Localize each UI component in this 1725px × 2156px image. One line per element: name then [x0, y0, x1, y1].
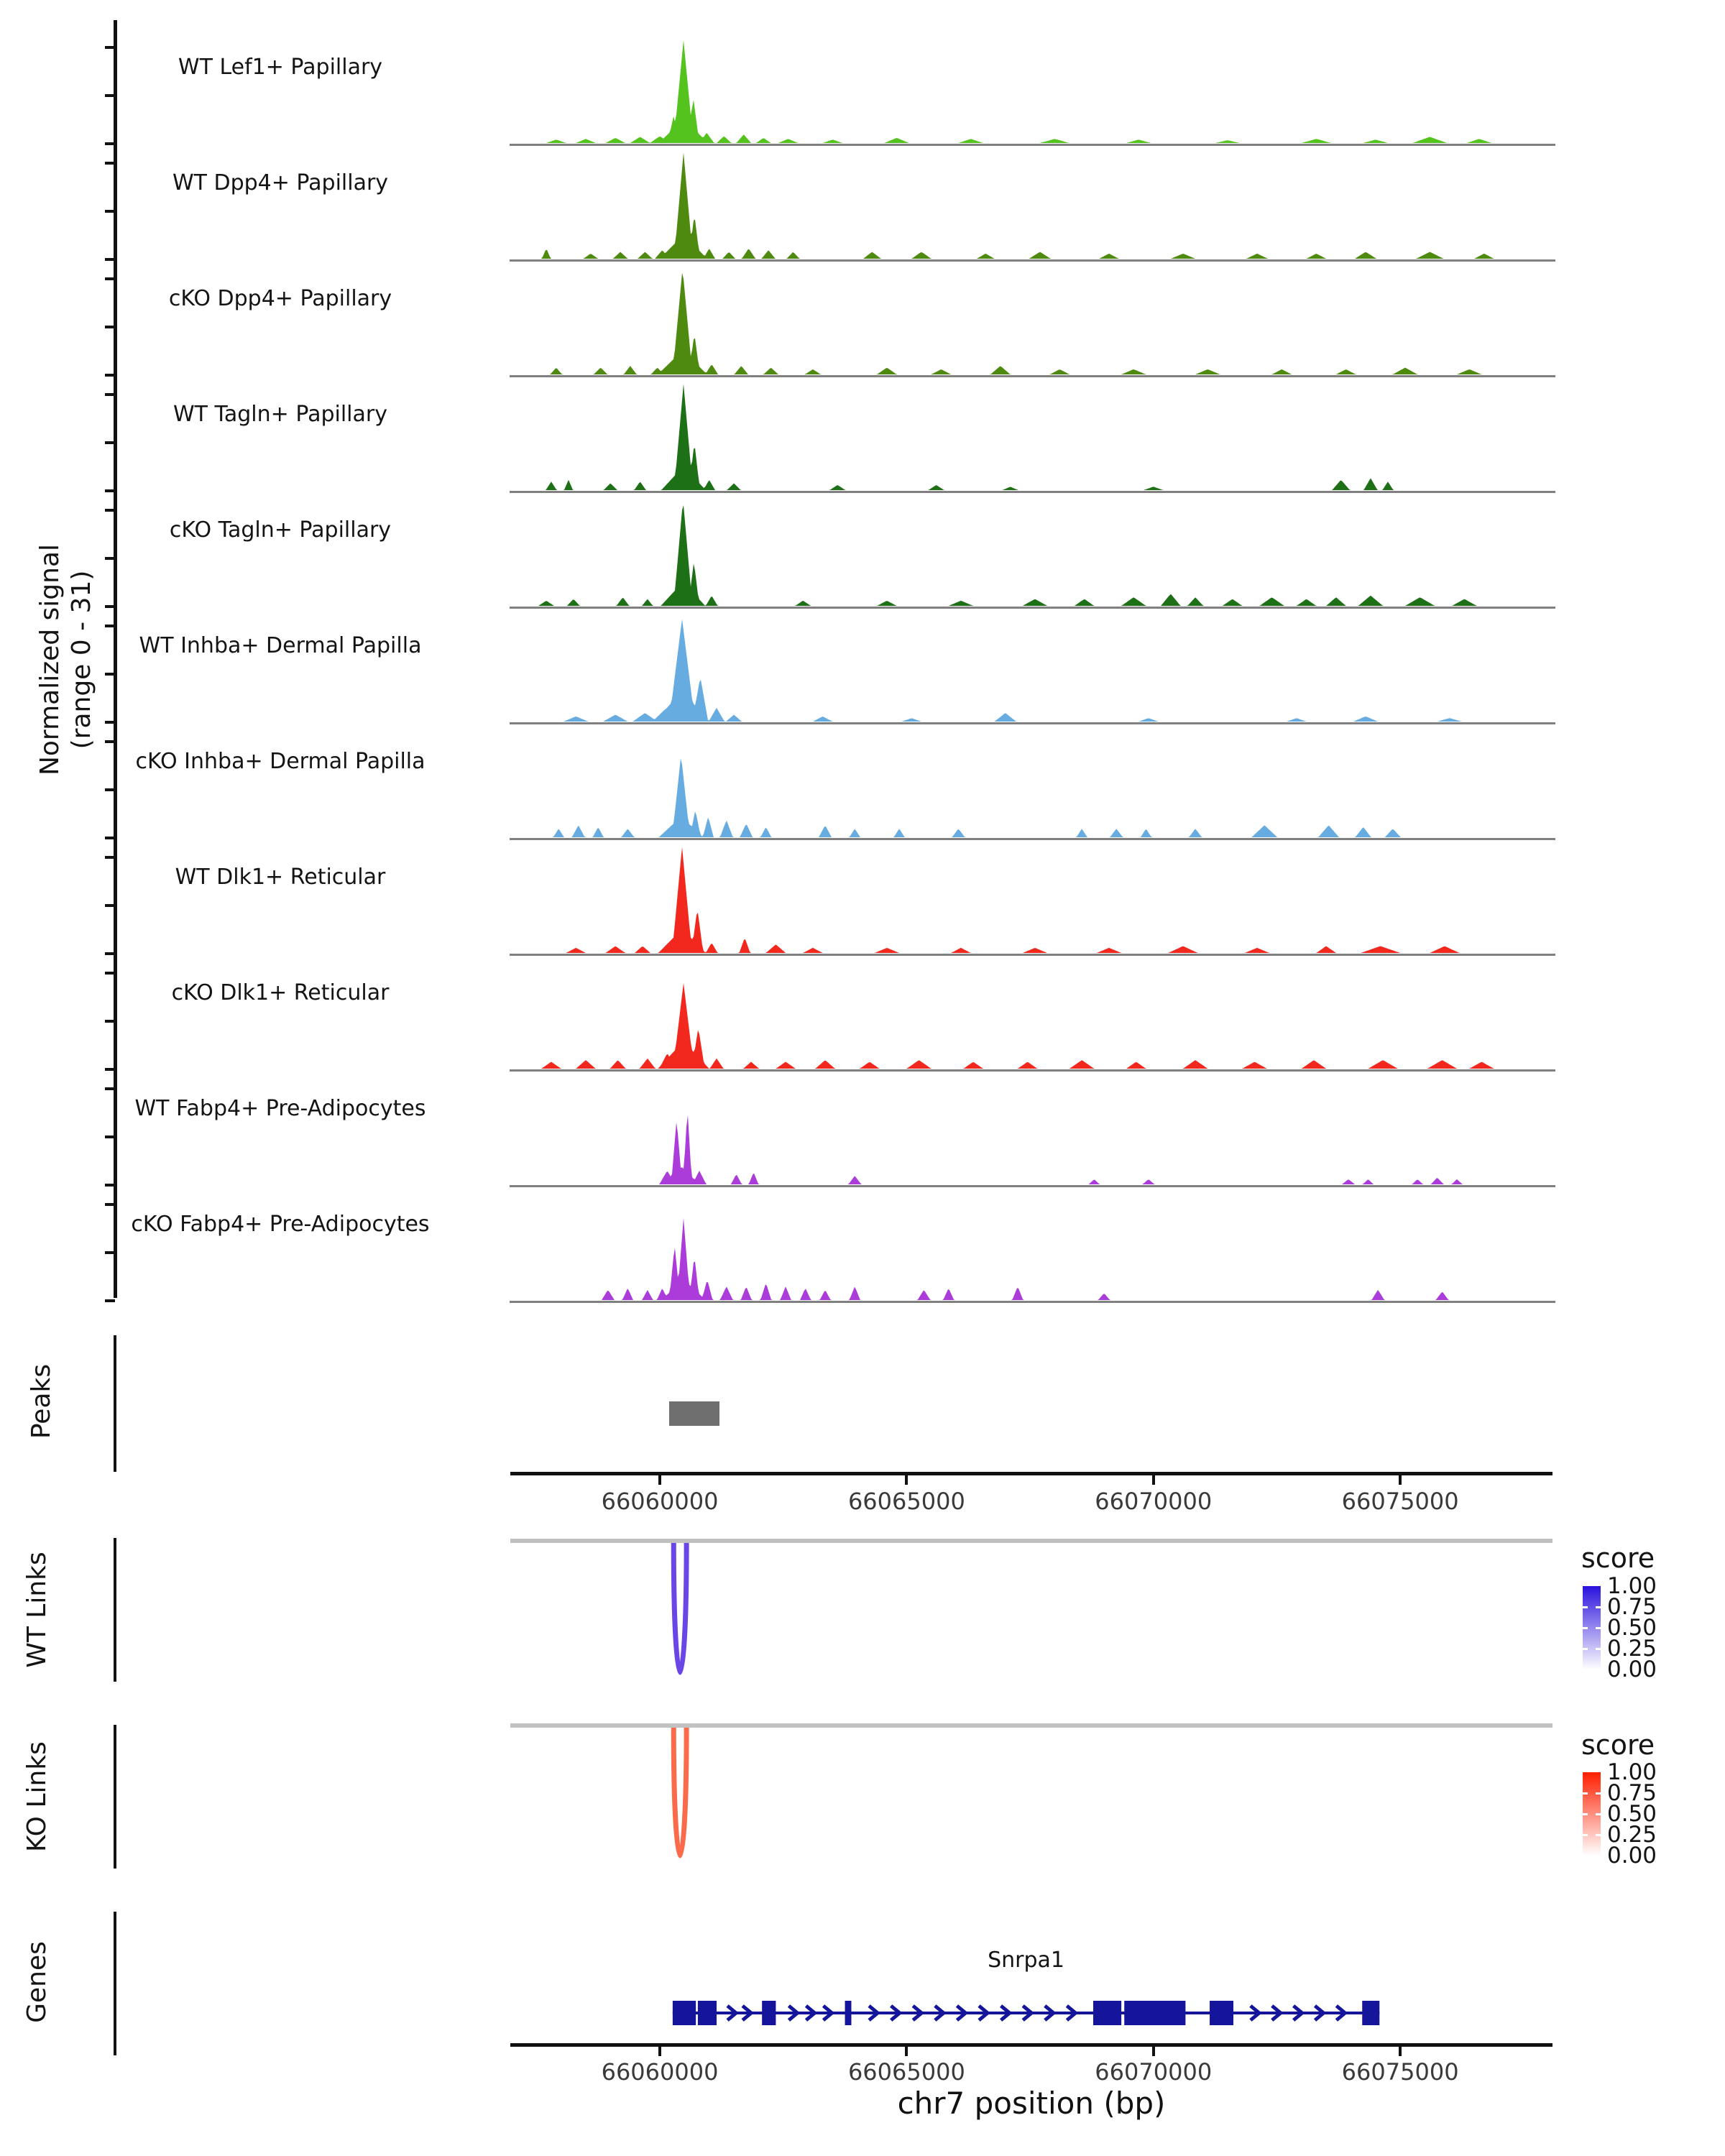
track-baseline — [510, 607, 1555, 609]
score-legend-tick-label: 0.00 — [1607, 1657, 1657, 1682]
genes-section-label: Genes — [22, 1941, 52, 2023]
y-axis-tick — [105, 788, 115, 791]
score-legend-bar-tick — [1596, 1627, 1601, 1629]
y-axis-tick — [105, 673, 115, 676]
signal-area — [510, 40, 1555, 143]
y-axis-label-line2: (range 0 - 31) — [67, 570, 96, 750]
y-axis-tick — [105, 326, 115, 328]
score-legend-bar-tick — [1583, 1813, 1588, 1815]
score-legend-tick-label: 0.00 — [1607, 1843, 1657, 1869]
ko-links-section-label: KO Links — [22, 1741, 52, 1852]
ko-score-legend-title: score — [1581, 1729, 1655, 1761]
x-axis-tick — [658, 1475, 661, 1485]
peaks-section-label: Peaks — [27, 1363, 56, 1439]
gene-exon-box — [1093, 2001, 1121, 2025]
track-label: cKO Tagln+ Papillary — [169, 517, 392, 543]
y-axis-tick — [105, 94, 115, 97]
y-axis-tick — [105, 489, 115, 492]
signal-area — [510, 759, 1555, 838]
track-baseline — [510, 259, 1555, 262]
x-axis-tick-label: 66070000 — [1095, 2058, 1213, 2086]
genes-bracket-line — [114, 1912, 116, 2055]
signal-area — [510, 273, 1555, 374]
signal-track-10 — [510, 1076, 1555, 1185]
y-axis-tick — [105, 721, 115, 724]
score-legend-bar-tick — [1583, 1834, 1588, 1836]
score-legend-tick-label: 1.00 — [1607, 1573, 1657, 1599]
track-baseline — [510, 722, 1555, 724]
track-label: WT Lef1+ Papillary — [178, 55, 383, 80]
score-legend-tick-label: 0.50 — [1607, 1801, 1657, 1827]
score-legend-tick-label: 0.75 — [1607, 1594, 1657, 1620]
track-label: cKO Dpp4+ Papillary — [168, 286, 392, 311]
y-axis-tick — [105, 441, 115, 444]
x-axis-title: chr7 position (bp) — [897, 2086, 1166, 2121]
signal-area — [510, 847, 1555, 953]
gene-exon-box — [762, 2001, 776, 2025]
x-axis-tick-label: 66075000 — [1341, 1488, 1459, 1515]
ko-link-loop — [510, 1728, 1555, 1864]
gene-exon-box — [1362, 2001, 1379, 2025]
ko-links-bracket-line — [114, 1725, 116, 1869]
track-label: WT Dlk1+ Reticular — [175, 865, 386, 890]
y-axis-tick — [105, 393, 115, 396]
track-label: cKO Dlk1+ Reticular — [171, 980, 390, 1005]
signal-track-2 — [510, 150, 1555, 259]
gene-name-label: Snrpa1 — [988, 1948, 1065, 1973]
score-legend-bar-tick — [1596, 1648, 1601, 1650]
x-axis-tick — [1399, 2047, 1402, 2056]
signal-area — [510, 619, 1555, 722]
score-legend-tick-label: 0.25 — [1607, 1636, 1657, 1662]
score-legend-bar-tick — [1583, 1627, 1588, 1629]
y-axis-tick — [105, 162, 115, 165]
y-axis-tick — [105, 374, 115, 377]
gene-body-glyph — [510, 2001, 1555, 2027]
y-axis-tick — [105, 509, 115, 512]
x-axis-tick-label: 66060000 — [601, 1488, 719, 1515]
y-axis-tick — [105, 258, 115, 261]
x-axis-tick — [1152, 1475, 1155, 1485]
y-axis-tick — [105, 1068, 115, 1071]
x-axis-tick-label: 66075000 — [1341, 2058, 1459, 2086]
x-axis-tick — [1399, 1475, 1402, 1485]
y-axis-tick — [105, 1020, 115, 1023]
y-axis-tick — [105, 952, 115, 955]
signal-area — [510, 505, 1555, 606]
x-axis-tick — [905, 1475, 908, 1485]
track-label: cKO Inhba+ Dermal Papilla — [135, 749, 426, 774]
y-axis-label — [34, 544, 98, 775]
score-legend-tick-label: 1.00 — [1607, 1759, 1657, 1785]
signal-area — [510, 1115, 1555, 1184]
score-legend-bar-tick — [1596, 1834, 1601, 1836]
link-loop-path — [673, 1728, 686, 1856]
signal-area — [510, 384, 1555, 490]
score-legend-bar-tick — [1596, 1813, 1601, 1815]
wt-link-loop — [510, 1543, 1555, 1681]
x-axis-tick — [658, 2047, 661, 2056]
track-label: cKO Fabp4+ Pre-Adipocytes — [131, 1212, 430, 1237]
track-baseline — [510, 375, 1555, 377]
gene-exon-box — [673, 2001, 696, 2025]
track-baseline — [510, 838, 1555, 840]
genes-x-axis-line — [510, 2043, 1552, 2047]
track-label: WT Tagln+ Papillary — [173, 402, 387, 427]
signal-track-9 — [510, 960, 1555, 1069]
y-axis-label-line1: Normalized signal — [35, 543, 65, 776]
y-axis-tick — [105, 142, 115, 145]
signal-track-4 — [510, 382, 1555, 491]
signal-track-6 — [510, 613, 1555, 722]
peaks-x-axis-line — [510, 1472, 1552, 1475]
x-axis-tick — [905, 2047, 908, 2056]
x-axis-tick-label: 66065000 — [847, 2058, 965, 2086]
score-legend-bar-tick — [1596, 1606, 1601, 1608]
y-axis-tick — [105, 1184, 115, 1187]
gene-exon-box — [1124, 2001, 1185, 2025]
signal-area — [510, 983, 1555, 1069]
wt-links-bracket-line — [114, 1538, 116, 1682]
score-legend-bar-tick — [1583, 1792, 1588, 1795]
y-axis-tick — [105, 605, 115, 608]
signal-track-5 — [510, 497, 1555, 607]
signal-track-3 — [510, 266, 1555, 375]
track-baseline — [510, 144, 1555, 146]
score-legend-tick-label: 0.75 — [1607, 1780, 1657, 1806]
peak-interval-rect — [669, 1401, 719, 1426]
y-axis-tick — [105, 1251, 115, 1254]
track-baseline — [510, 954, 1555, 956]
gene-exon-box — [698, 2001, 717, 2025]
score-legend-bar-tick — [1583, 1606, 1588, 1608]
track-label: WT Fabp4+ Pre-Adipocytes — [134, 1096, 426, 1121]
y-axis-tick — [105, 740, 115, 743]
y-axis-tick — [105, 1299, 115, 1302]
y-axis-tick — [105, 46, 115, 49]
signal-area — [510, 152, 1555, 259]
x-axis-tick-label: 66065000 — [847, 1488, 965, 1515]
x-axis-tick-label: 66060000 — [601, 2058, 719, 2086]
track-baseline — [510, 1185, 1555, 1187]
y-axis-tick — [105, 1135, 115, 1138]
signal-track-7 — [510, 729, 1555, 838]
score-legend-tick-label: 0.50 — [1607, 1615, 1657, 1641]
y-axis-tick — [105, 1087, 115, 1090]
x-axis-tick-label: 66070000 — [1095, 1488, 1213, 1515]
track-baseline — [510, 1301, 1555, 1303]
track-baseline — [510, 491, 1555, 493]
signal-track-8 — [510, 844, 1555, 954]
link-loop-path — [673, 1543, 686, 1672]
gene-exon-box — [845, 2001, 852, 2025]
wt-links-section-label: WT Links — [22, 1552, 52, 1668]
y-axis-tick — [105, 972, 115, 975]
score-legend-bar-tick — [1596, 1792, 1601, 1795]
track-baseline — [510, 1069, 1555, 1072]
y-axis-tick — [105, 557, 115, 560]
peaks-bracket-line — [114, 1335, 116, 1472]
track-label: WT Inhba+ Dermal Papilla — [139, 633, 422, 658]
signal-track-1 — [510, 34, 1555, 144]
track-label: WT Dpp4+ Papillary — [172, 170, 389, 195]
y-axis-tick — [105, 837, 115, 839]
signal-track-11 — [510, 1192, 1555, 1301]
score-legend-bar-tick — [1583, 1648, 1588, 1650]
score-legend-tick-label: 0.25 — [1607, 1822, 1657, 1848]
wt-score-legend-title: score — [1581, 1542, 1655, 1574]
y-axis-tick — [105, 1203, 115, 1206]
y-axis-tick — [105, 904, 115, 907]
gene-exon-box — [1210, 2001, 1233, 2025]
x-axis-tick — [1152, 2047, 1155, 2056]
y-axis-tick — [105, 277, 115, 280]
y-axis-tick — [105, 856, 115, 859]
signal-area — [510, 1218, 1555, 1300]
y-axis-tick — [105, 210, 115, 213]
y-axis-tick — [105, 625, 115, 627]
